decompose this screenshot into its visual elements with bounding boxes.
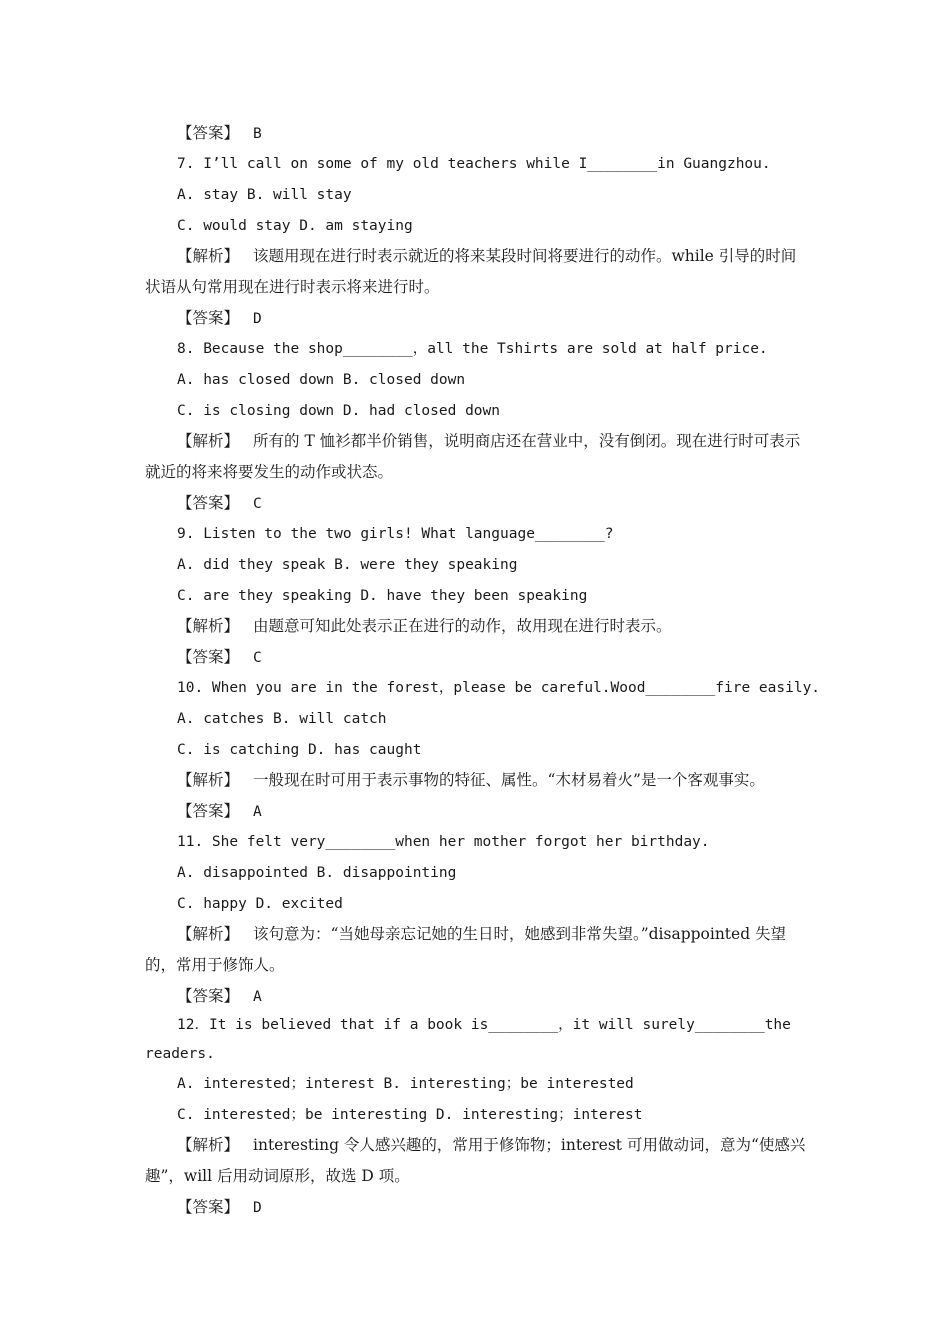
analysis-text: 由题意可知此处表示正在进行的动作，故用现在进行时表示。	[253, 617, 672, 635]
analysis-paragraph	[145, 241, 810, 303]
option-line: C. happy D. excited	[177, 896, 343, 912]
analysis-paragraph	[145, 765, 810, 796]
option-line: A. has closed down B. closed down	[177, 372, 466, 388]
answer-value: A	[253, 804, 262, 820]
answer-line	[177, 493, 810, 514]
answer-value: D	[253, 1200, 262, 1216]
question-text: 8. Because the shop________，all the Tshirts are sold at half price.	[177, 341, 768, 357]
answer-label: 【答案】	[177, 648, 240, 666]
answer-label: 【答案】	[177, 802, 240, 820]
analysis-text: interesting 令人感兴趣的，常用于修饰物；interest 可用做动词，意为“使感兴趣”，will 后用动词原形，故选 D 项。	[145, 1136, 806, 1185]
option-line: C. would stay D. am staying	[177, 218, 413, 234]
analysis-text: 一般现在时可用于表示事物的特征、属性。“木材易着火”是一个客观事实。	[253, 771, 765, 789]
answer-line	[177, 986, 810, 1007]
analysis-paragraph	[145, 426, 810, 488]
analysis-text: 该题用现在进行时表示就近的将来某段时间将要进行的动作。while 引导的时间状语从句常用现在进行时表示将来进行时。	[145, 247, 797, 296]
option-line: A. catches B. will catch	[177, 711, 387, 727]
answer-label: 【答案】	[177, 124, 240, 142]
option-line: A. interested；interest B. interesting；be interested	[177, 1076, 634, 1092]
analysis-paragraph	[145, 919, 810, 981]
option-line: C. are they speaking D. have they been speaking	[177, 588, 588, 604]
analysis-label: 【解析】	[177, 771, 240, 789]
option-line: A. disappointed B. disappointing	[177, 865, 457, 881]
analysis-paragraph	[145, 611, 810, 642]
option-line: C. is closing down D. had closed down	[177, 403, 501, 419]
answer-label: 【答案】	[177, 309, 240, 327]
analysis-paragraph	[145, 1130, 810, 1192]
answer-line	[177, 308, 810, 329]
answer-label: 【答案】	[177, 1198, 240, 1216]
question-text: 10. When you are in the forest，please be careful.Wood________fire easily.	[177, 680, 821, 696]
answer-value: C	[253, 496, 262, 512]
option-line: A. stay B. will stay	[177, 187, 352, 203]
question-text: 7. I’ll call on some of my old teachers while I________in Guangzhou.	[177, 156, 771, 172]
answer-value: C	[253, 650, 262, 666]
answer-label: 【答案】	[177, 987, 240, 1005]
answer-line	[177, 647, 810, 668]
answer-value: A	[253, 989, 262, 1005]
question-text: 12．It is believed that if a book is________，it will surely________the readers.	[145, 1017, 791, 1062]
option-line: A. did they speak B. were they speaking	[177, 557, 518, 573]
option-line: C. is catching D. has caught	[177, 742, 422, 758]
question-text: 11. She felt very________when her mother forgot her birthday.	[177, 834, 710, 850]
answer-line	[177, 1197, 810, 1218]
question-text: 9. Listen to the two girls! What language________?	[177, 526, 614, 542]
answer-line	[177, 123, 810, 144]
answer-line	[177, 801, 810, 822]
analysis-text: 该句意为：“当她母亲忘记她的生日时，她感到非常失望。”disappointed 失望的，常用于修饰人。	[145, 925, 787, 974]
analysis-label: 【解析】	[177, 247, 240, 265]
analysis-label: 【解析】	[177, 1136, 240, 1154]
answer-label: 【答案】	[177, 494, 240, 512]
analysis-text: 所有的 T 恤衫都半价销售，说明商店还在营业中，没有倒闭。现在进行时可表示就近的将来将要发生的动作或状态。	[145, 432, 801, 481]
analysis-label: 【解析】	[177, 617, 240, 635]
answer-value: B	[253, 126, 262, 142]
answer-value: D	[253, 311, 262, 327]
analysis-label: 【解析】	[177, 925, 240, 943]
option-line: C. interested；be interesting D. interesting；interest	[177, 1107, 643, 1123]
analysis-label: 【解析】	[177, 432, 240, 450]
